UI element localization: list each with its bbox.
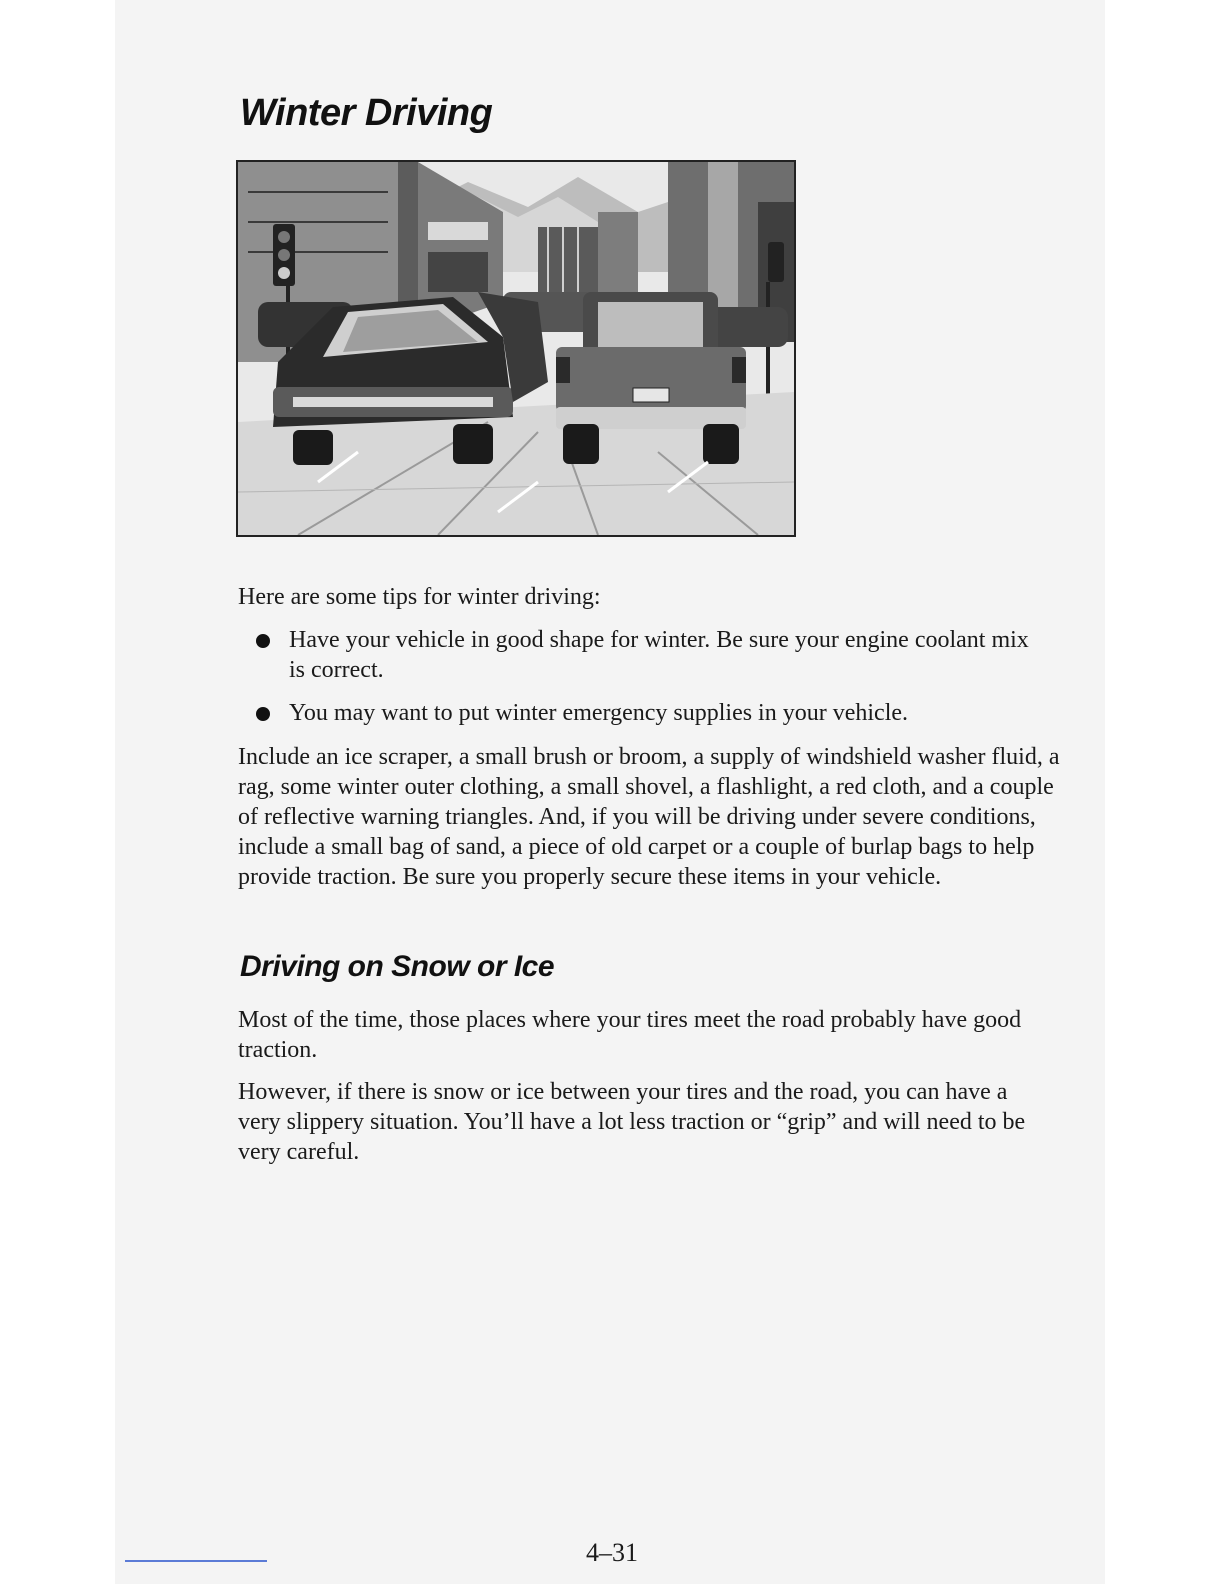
footer-link-underline[interactable] — [125, 1560, 267, 1562]
slippery-paragraph: However, if there is snow or ice between your tires and the road, you can have a very slippery situation. You’ll have a lot less traction or “grip” and will need to be very careful. — [238, 1079, 1026, 1165]
bullet-icon — [256, 634, 270, 648]
supplies-paragraph: Include an ice scraper, a small brush or broom, a supply of windshield washer fluid, a rag, some winter outer clothing, a small shovel, a flashlight, a red cloth, and a couple of reflective warning triangles. And, if you will be driving under severe conditions, include a small bag of sand, a piece of old carpet or a couple of burlap bags to help provide traction. Be sure you properly secure these items in your vehicle. — [238, 744, 1060, 890]
bullet-text: You may want to put winter emergency supplies in your vehicle. — [289, 700, 909, 726]
winter-street-illustration — [236, 160, 796, 537]
bullet-text: Have your vehicle in good shape for winter. Be sure your engine coolant mix is correct. — [289, 627, 1029, 683]
page-number: 4–31 — [586, 1538, 638, 1567]
section-title: Winter Driving — [240, 92, 493, 134]
traction-paragraph: Most of the time, those places where your tires meet the road probably have good traction. — [238, 1007, 1022, 1063]
intro-text: Here are some tips for winter driving: — [238, 584, 601, 610]
bullet-icon — [256, 707, 270, 721]
subsection-title: Driving on Snow or Ice — [240, 950, 555, 983]
